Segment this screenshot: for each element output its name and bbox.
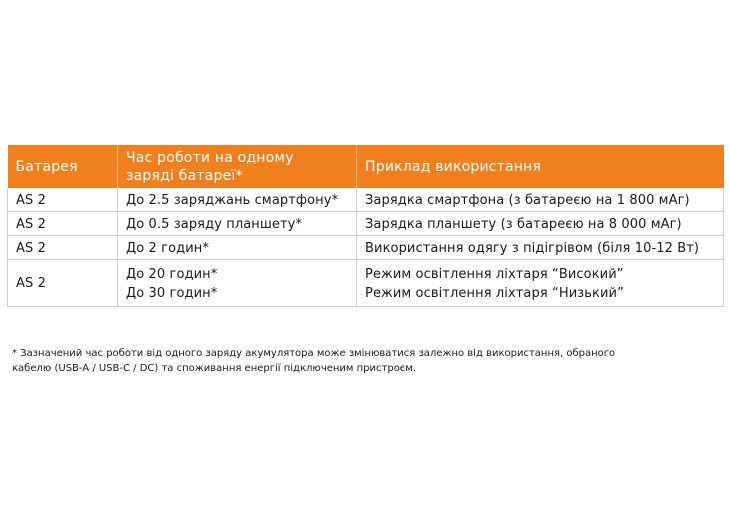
battery-cell: AS 2: [8, 236, 118, 260]
table-row: [8, 236, 724, 260]
header-runtime: [118, 145, 357, 188]
header-runtime-line: Час роботи на одному: [126, 149, 294, 166]
runtime-cell: [118, 260, 357, 307]
table-header: [8, 145, 724, 188]
battery-cell: AS 2: [8, 260, 118, 307]
table-row: [8, 188, 724, 212]
battery-runtime-table: [7, 145, 724, 307]
usage-cell: [357, 188, 724, 212]
runtime-line: До 30 годин*: [126, 285, 218, 301]
usage-cell: [357, 260, 724, 307]
battery-cell: AS 2: [8, 188, 118, 212]
header-usage: Приклад використання: [357, 145, 724, 188]
table-row: [8, 260, 724, 307]
runtime-cell: [118, 188, 357, 212]
battery-cell: AS 2: [8, 212, 118, 236]
runtime-line: До 0.5 заряду планшету*: [126, 216, 303, 232]
footnote-line: кабелю (USB-A / USB-C / DC) та споживання енергії підключеним пристроєм.: [12, 362, 417, 374]
runtime-cell: [118, 236, 357, 260]
usage-line: Режим освітлення ліхтаря “Низький”: [365, 285, 624, 301]
header-row: [8, 145, 724, 188]
header-battery: Батарея: [8, 145, 118, 188]
runtime-cell: [118, 212, 357, 236]
footnote-line: * Зазначений час роботи від одного заряду акумулятора може змінюватися залежно від використання, обраного: [12, 348, 616, 359]
table-row: [8, 212, 724, 236]
table-body: [8, 188, 724, 307]
usage-line: Використання одягу з підігрівом (біля 10-12 Вт): [365, 240, 700, 256]
runtime-line: До 20 годин*: [126, 266, 218, 282]
usage-line: Зарядка планшету (з батареєю на 8 000 мАг): [365, 216, 682, 232]
footnote: [12, 347, 712, 376]
usage-cell: [357, 212, 724, 236]
runtime-line: До 2.5 заряджань смартфону*: [126, 192, 339, 208]
usage-line: Режим освітлення ліхтаря “Високий”: [365, 266, 624, 282]
usage-cell: [357, 236, 724, 260]
header-runtime-line: заряді батареї*: [126, 167, 243, 184]
usage-line: Зарядка смартфона (з батареєю на 1 800 мАг): [365, 192, 690, 208]
runtime-line: До 2 годин*: [126, 240, 209, 256]
